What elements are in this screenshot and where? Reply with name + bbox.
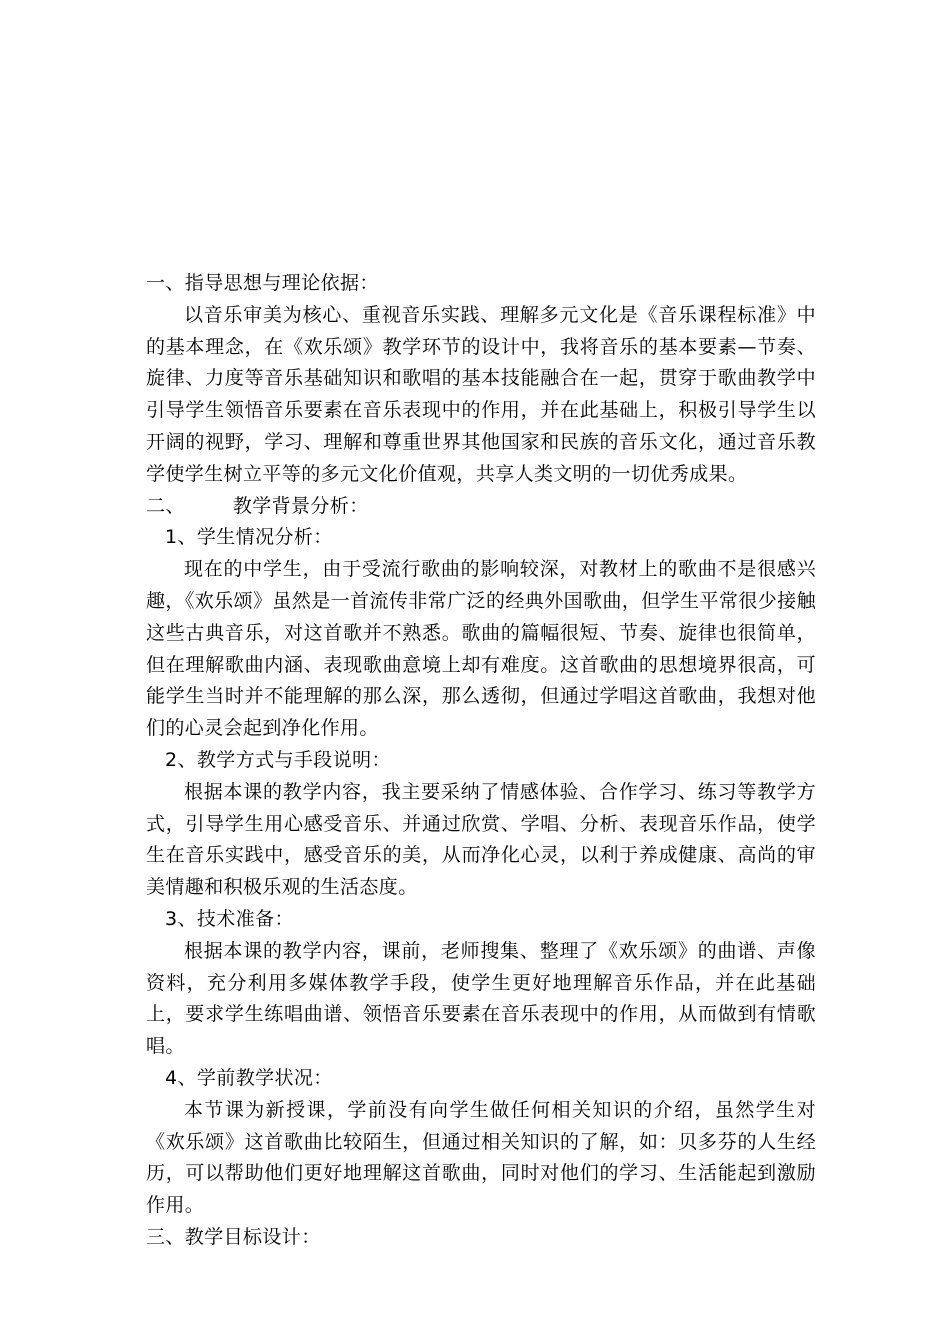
subsection-2-paragraph: 根据本课的教学内容，我主要采纳了情感体验、合作学习、练习等教学方式，引导学生用心感受音乐、并通过欣赏、学唱、分析、表现音乐作品，使学生在音乐实践中，感受音乐的美，从而净化心灵，以利于养成健康、高尚的审美情趣和积极乐观的生活态度。 xyxy=(146,780,816,899)
subsection-1-paragraph: 现在的中学生，由于受流行歌曲的影响较深，对教材上的歌曲不是很感兴趣，《欢乐颂》虽然是一首流传非常广泛的经典外国歌曲，但学生平常很少接触这些古典音乐，对这首歌并不熟悉。歌曲的篇幅很短、节奏、旋律也很简单，但在理解歌曲内涵、表现歌曲意境上却有难度。这首歌曲的思想境界很高，可能学生当时并不能理解的那么深，那么透彻，但通过学唱这首歌曲，我想对他们的心灵会起到净化作用。 xyxy=(146,558,816,740)
document-body xyxy=(146,268,816,1254)
section-2-heading-number: 二、 xyxy=(146,494,185,517)
subsection-2-heading: 2、教学方式与手段说明： xyxy=(165,748,391,771)
subsection-4-paragraph: 本节课为新授课，学前没有向学生做任何相关知识的介绍，虽然学生对《欢乐颂》这首歌曲比较陌生，但通过相关知识的了解，如：贝多芬的人生经历，可以帮助他们更好地理解这首歌曲，同时对他们的学习、生活能起到激励作用。 xyxy=(146,1098,816,1217)
subsection-3-heading: 3、技术准备： xyxy=(165,907,294,930)
section-3-heading: 三、教学目标设计： xyxy=(146,1225,321,1248)
section-2-heading-text: 教学背景分析： xyxy=(232,494,369,517)
section-2-heading xyxy=(146,491,816,523)
section-1-paragraph: 以音乐审美为核心、重视音乐实践、理解多元文化是《音乐课程标准》中的基本理念，在《欢乐颂》教学环节的设计中，我将音乐的基本要素—节奏、旋律、力度等音乐基础知识和歌唱的基本技能融合在一起，贯穿于歌曲教学中引导学生领悟音乐要素在音乐表现中的作用，并在此基础上，积极引导学生以开阔的视野，学习、理解和尊重世界其他国家和民族的音乐文化，通过音乐教学使学生树立平等的多元文化价值观，共享人类文明的一切优秀成果。 xyxy=(146,303,816,485)
section-1-heading: 一、指导思想与理论依据： xyxy=(146,272,379,294)
subsection-3-paragraph: 根据本课的教学内容，课前，老师搜集、整理了《欢乐颂》的曲谱、声像资料，充分利用多媒体教学手段，使学生更好地理解音乐作品，并在此基础上，要求学生练唱曲谱、领悟音乐要素在音乐表现中的作用，从而做到有情歌唱。 xyxy=(146,939,816,1058)
subsection-1-heading: 1、学生情况分析： xyxy=(165,526,333,549)
subsection-4-heading: 4、学前教学状况： xyxy=(165,1066,333,1089)
